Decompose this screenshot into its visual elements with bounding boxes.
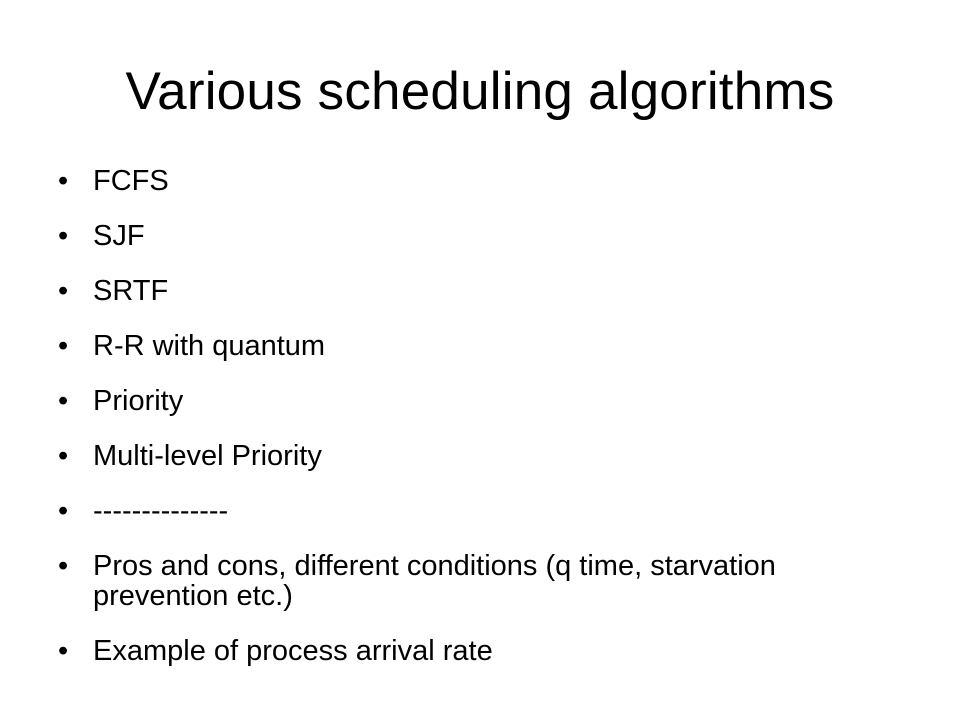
bullet-text: SJF bbox=[93, 220, 145, 252]
bullet-icon: • bbox=[58, 635, 69, 667]
bullet-text: Pros and cons, different conditions (q time, starvation prevention etc.) bbox=[93, 550, 776, 612]
bullet-text: Priority bbox=[93, 385, 184, 417]
bullet-icon: • bbox=[58, 440, 69, 472]
bullet-list bbox=[58, 166, 918, 666]
bullet-icon: • bbox=[58, 550, 69, 582]
bullet-icon: • bbox=[58, 495, 69, 527]
bullet-item-separator bbox=[58, 496, 918, 526]
bullet-text: Multi-level Priority bbox=[93, 440, 322, 472]
bullet-icon: • bbox=[58, 385, 69, 417]
bullet-item-round-robin bbox=[58, 331, 918, 361]
bullet-item-sjf bbox=[58, 221, 918, 251]
bullet-item-fcfs bbox=[58, 166, 918, 196]
bullet-item-arrival-rate-example bbox=[58, 636, 918, 666]
bullet-icon: • bbox=[58, 330, 69, 362]
bullet-text: SRTF bbox=[93, 275, 169, 307]
bullet-item-priority bbox=[58, 386, 918, 416]
bullet-icon: • bbox=[58, 220, 69, 252]
bullet-item-pros-and-cons bbox=[58, 551, 918, 611]
bullet-text: Example of process arrival rate bbox=[93, 635, 493, 667]
bullet-icon: • bbox=[58, 275, 69, 307]
slide-title: Various scheduling algorithms bbox=[125, 62, 835, 121]
bullet-item-srtf bbox=[58, 276, 918, 306]
bullet-item-multi-level-priority bbox=[58, 441, 918, 471]
bullet-text: R-R with quantum bbox=[93, 330, 326, 362]
bullet-icon: • bbox=[58, 165, 69, 197]
bullet-text: FCFS bbox=[93, 165, 169, 197]
bullet-text: -------------- bbox=[93, 495, 229, 527]
